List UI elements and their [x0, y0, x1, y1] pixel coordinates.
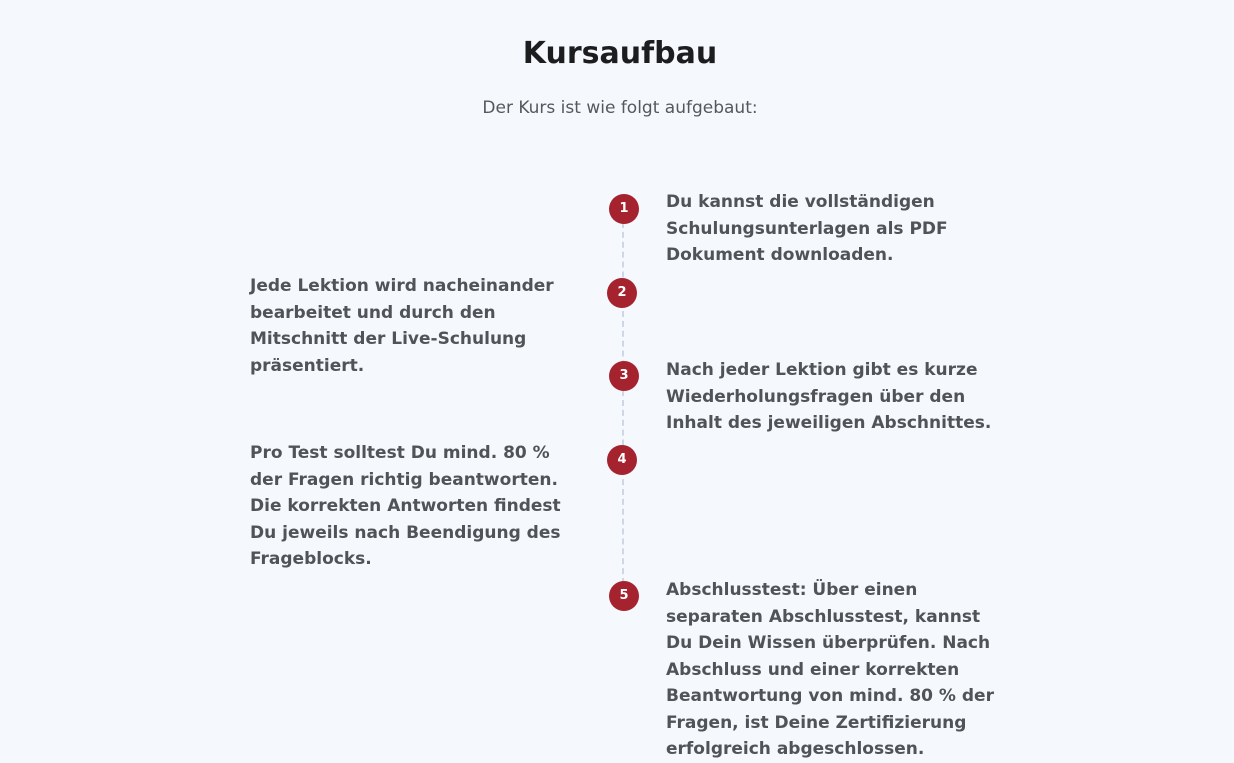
section-title: Kursaufbau: [522, 36, 718, 71]
step-2-text: Jede Lektion wird nacheinander bearbeitet und durch den Mitschnitt der Live-Schulung präsentiert.: [250, 276, 554, 376]
step-2-marker: 2: [607, 278, 637, 308]
step-5-marker: 5: [609, 581, 639, 611]
step-3-text: Nach jeder Lektion gibt es kurze Wiederholungsfragen über den Inhalt des jeweiligen Abschnittes.: [666, 360, 992, 433]
timeline-dashed-line: [622, 222, 624, 584]
step-1-text: Du kannst die vollständigen Schulungsunterlagen als PDF Dokument downloaden.: [666, 192, 948, 265]
step-4-text: Pro Test solltest Du mind. 80 % der Fragen richtig beantworten. Die korrekten Antworten findest Du jeweils nach Beendigung des Frageblocks.: [250, 443, 561, 569]
section-subtitle: Der Kurs ist wie folgt aufgebaut:: [482, 98, 758, 118]
step-5-text: Abschlusstest: Über einen separaten Abschlusstest, kannst Du Dein Wissen überprüfen. Nach Abschluss und einer korrekten Beantwortung von mind. 80 % der Fragen, ist Deine Zertifizierung erfolgreich abgeschlossen.: [666, 580, 994, 759]
step-3-marker: 3: [609, 361, 639, 391]
step-4-marker: 4: [607, 445, 637, 475]
step-1-marker: 1: [609, 194, 639, 224]
